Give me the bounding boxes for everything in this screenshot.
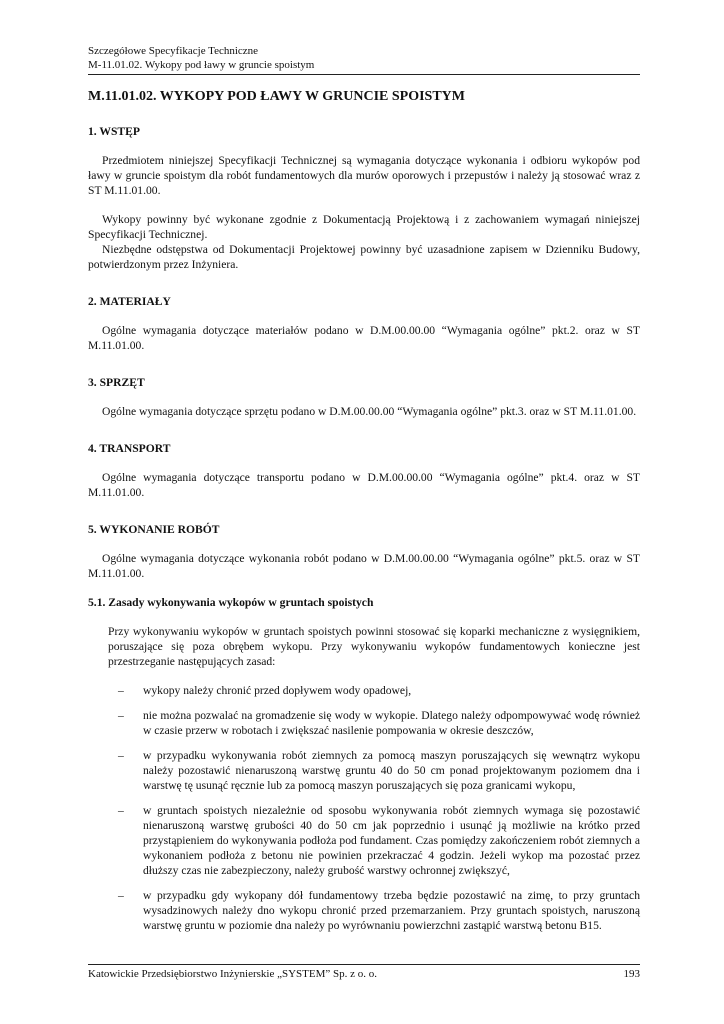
list-item-text: nie można pozwalać na gromadzenie się wody w wykopie. Dlatego należy odpompowywać wodę również w czasie przerw w robotach i zwiększać nasilenie pompowania w okresie deszczów, [143,709,640,737]
paragraph: Wykopy powinny być wykonane zgodnie z Dokumentacją Projektową i z zachowaniem wymagań niniejszej Specyfikacji Technicznej. [88,213,640,241]
section-heading: 3. SPRZĘT [88,376,145,389]
rules-list [118,683,640,933]
list-item [118,708,640,738]
header-line-2: M-11.01.02. Wykopy pod ławy w gruncie spoistym [88,59,315,71]
paragraph: Niezbędne odstępstwa od Dokumentacji Projektowej powinny być uzasadnione zapisem w Dzienniku Budowy, potwierdzonym przez Inżyniera. [88,243,640,271]
list-item [118,748,640,793]
document-title: M.11.01.02. WYKOPY POD ŁAWY W GRUNCIE SPOISTYM [88,89,465,104]
list-item [118,888,640,933]
paragraph: Ogólne wymagania dotyczące sprzętu podano w D.M.00.00.00 “Wymagania ogólne” pkt.3. oraz w ST M.11.01.00. [102,405,637,418]
page-header [88,44,640,75]
section-equipment [88,375,640,419]
section-transport [88,441,640,500]
dash-bullet: – [118,804,124,817]
document-body [88,124,640,943]
subsection-cohesive-soil-rules [88,595,640,933]
list-item-text: w gruntach spoistych niezależnie od sposobu wykonywania robót ziemnych wymaga się pozostawić nienaruszoną warstwę grubości 40 do 50 cm jak poprzednio i usunąć ją możliwie na krótko przed przystąpieniem do wykonywania podłoża pod fundament. Czas pomiędzy zakończeniem robót ziemnych a wykonaniem podłoża z betonu nie powinien przekraczać 4 godzin. Jeżeli wykop ma pozostać przez dłuższy czas nie zabezpieczony, należy grubość warstwy ochronnej zwiększyć, [143,804,640,877]
dash-bullet: – [118,889,124,902]
dash-bullet: – [118,709,124,722]
paragraph: Ogólne wymagania dotyczące wykonania robót podano w D.M.00.00.00 “Wymagania ogólne” pkt.5. oraz w ST M.11.01.00. [88,552,640,580]
paragraph: Ogólne wymagania dotyczące transportu podano w D.M.00.00.00 “Wymagania ogólne” pkt.4. oraz w ST M.11.01.00. [88,471,640,499]
page-footer [88,964,640,982]
paragraph: Przy wykonywaniu wykopów w gruntach spoistych powinni stosować się koparki mechaniczne z wysięgnikiem, poruszające się poza obrębem wykopu. Przy wykonywaniu wykopów fundamentowych konieczne jest przestrzeganie następujących zasad: [108,625,640,668]
page-number: 193 [623,968,640,980]
section-heading: 1. WSTĘP [88,125,140,138]
dash-bullet: – [118,684,124,697]
section-heading: 4. TRANSPORT [88,442,171,455]
section-materials [88,294,640,353]
section-heading: 2. MATERIAŁY [88,295,171,308]
list-item-text: w przypadku wykonywania robót ziemnych za pomocą maszyn poruszających się wewnątrz wykopu należy pozostawić nienaruszoną warstwę gruntu 40 do 50 cm ponad projektowanym poziomem dna i warstwę tę usunąć ręcznie lub za pomocą maszyn poruszających się poza granicami wykopu, [143,749,640,792]
list-item [118,683,640,698]
list-item [118,803,640,878]
section-introduction [88,124,640,272]
paragraph: Ogólne wymagania dotyczące materiałów podano w D.M.00.00.00 “Wymagania ogólne” pkt.2. oraz w ST M.11.01.00. [88,324,640,352]
section-heading: 5. WYKONANIE ROBÓT [88,523,220,536]
section-execution [88,522,640,581]
list-item-text: wykopy należy chronić przed dopływem wody opadowej, [143,684,412,697]
footer-company: Katowickie Przedsiębiorstwo Inżynierskie „SYSTEM” Sp. z o. o. [88,968,377,980]
header-line-1: Szczegółowe Specyfikacje Techniczne [88,45,259,57]
paragraph: Przedmiotem niniejszej Specyfikacji Technicznej są wymagania dotyczące wykonania i odbioru wykopów pod ławy w gruncie spoistym dla robót fundamentowych dla murów oporowych i przepustów i należy ją stosować wraz z ST M.11.01.00. [88,154,640,197]
subsection-heading: 5.1. Zasady wykonywania wykopów w gruntach spoistych [88,596,374,609]
dash-bullet: – [118,749,124,762]
list-item-text: w przypadku gdy wykopany dół fundamentowy trzeba będzie pozostawić na zimę, to przy gruntach wysadzinowych należy dno wykopu chronić przed przemarzaniem. Przy gruntach spoistych, naruszoną warstwę gruntu w poziomie dna należy po wyrównaniu powierzchni zastąpić warstwą betonu B15. [143,889,640,932]
